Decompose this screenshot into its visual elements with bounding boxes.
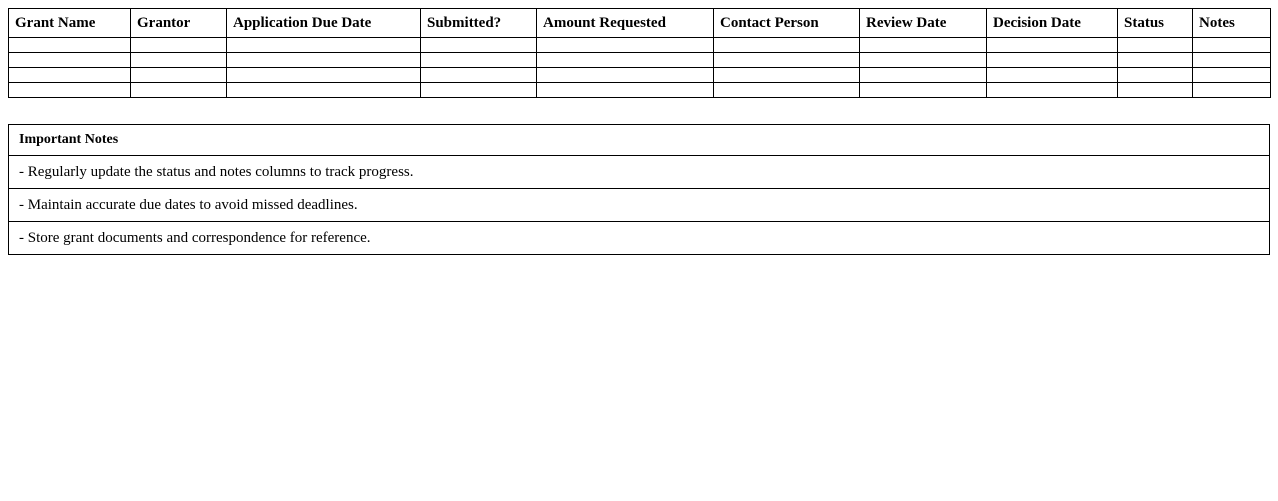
important-notes-table [8,124,1270,255]
notes-row [9,222,1270,255]
cell-contact-person[interactable] [714,83,860,98]
notes-heading-row [9,125,1270,156]
note-item: - Maintain accurate due dates to avoid missed deadlines. [9,189,1270,222]
cell-review-date[interactable] [860,83,987,98]
cell-amount-requested[interactable] [537,68,714,83]
cell-notes[interactable] [1193,53,1271,68]
cell-amount-requested[interactable] [537,53,714,68]
column-header-grant-name: Grant Name [9,9,131,38]
cell-amount-requested[interactable] [537,83,714,98]
cell-submitted[interactable] [421,68,537,83]
column-header-grantor: Grantor [131,9,227,38]
cell-contact-person[interactable] [714,68,860,83]
cell-grantor[interactable] [131,53,227,68]
cell-decision-date[interactable] [987,38,1118,53]
cell-application-due-date[interactable] [227,68,421,83]
cell-contact-person[interactable] [714,53,860,68]
cell-decision-date[interactable] [987,68,1118,83]
cell-amount-requested[interactable] [537,38,714,53]
cell-application-due-date[interactable] [227,83,421,98]
cell-notes[interactable] [1193,38,1271,53]
cell-grant-name[interactable] [9,38,131,53]
cell-grantor[interactable] [131,68,227,83]
table-row[interactable] [9,53,1271,68]
cell-grant-name[interactable] [9,53,131,68]
note-item: - Store grant documents and correspondence for reference. [9,222,1270,255]
cell-review-date[interactable] [860,68,987,83]
table-row[interactable] [9,38,1271,53]
cell-notes[interactable] [1193,83,1271,98]
column-header-contact-person: Contact Person [714,9,860,38]
cell-grant-name[interactable] [9,68,131,83]
notes-row [9,156,1270,189]
cell-notes[interactable] [1193,68,1271,83]
cell-status[interactable] [1118,53,1193,68]
cell-review-date[interactable] [860,38,987,53]
cell-decision-date[interactable] [987,83,1118,98]
column-header-submitted: Submitted? [421,9,537,38]
table-row[interactable] [9,83,1271,98]
column-header-status: Status [1118,9,1193,38]
table-row[interactable] [9,68,1271,83]
cell-grant-name[interactable] [9,83,131,98]
cell-status[interactable] [1118,68,1193,83]
cell-submitted[interactable] [421,53,537,68]
column-header-decision-date: Decision Date [987,9,1118,38]
cell-review-date[interactable] [860,53,987,68]
column-header-application-due-date: Application Due Date [227,9,421,38]
column-header-amount-requested: Amount Requested [537,9,714,38]
cell-status[interactable] [1118,38,1193,53]
grant-tracking-table [8,8,1271,98]
column-header-review-date: Review Date [860,9,987,38]
notes-row [9,189,1270,222]
note-item: - Regularly update the status and notes columns to track progress. [9,156,1270,189]
cell-status[interactable] [1118,83,1193,98]
cell-grantor[interactable] [131,83,227,98]
cell-application-due-date[interactable] [227,53,421,68]
cell-submitted[interactable] [421,83,537,98]
notes-heading: Important Notes [9,125,1270,156]
cell-application-due-date[interactable] [227,38,421,53]
cell-submitted[interactable] [421,38,537,53]
cell-contact-person[interactable] [714,38,860,53]
table-header-row [9,9,1271,38]
cell-grantor[interactable] [131,38,227,53]
cell-decision-date[interactable] [987,53,1118,68]
column-header-notes: Notes [1193,9,1271,38]
